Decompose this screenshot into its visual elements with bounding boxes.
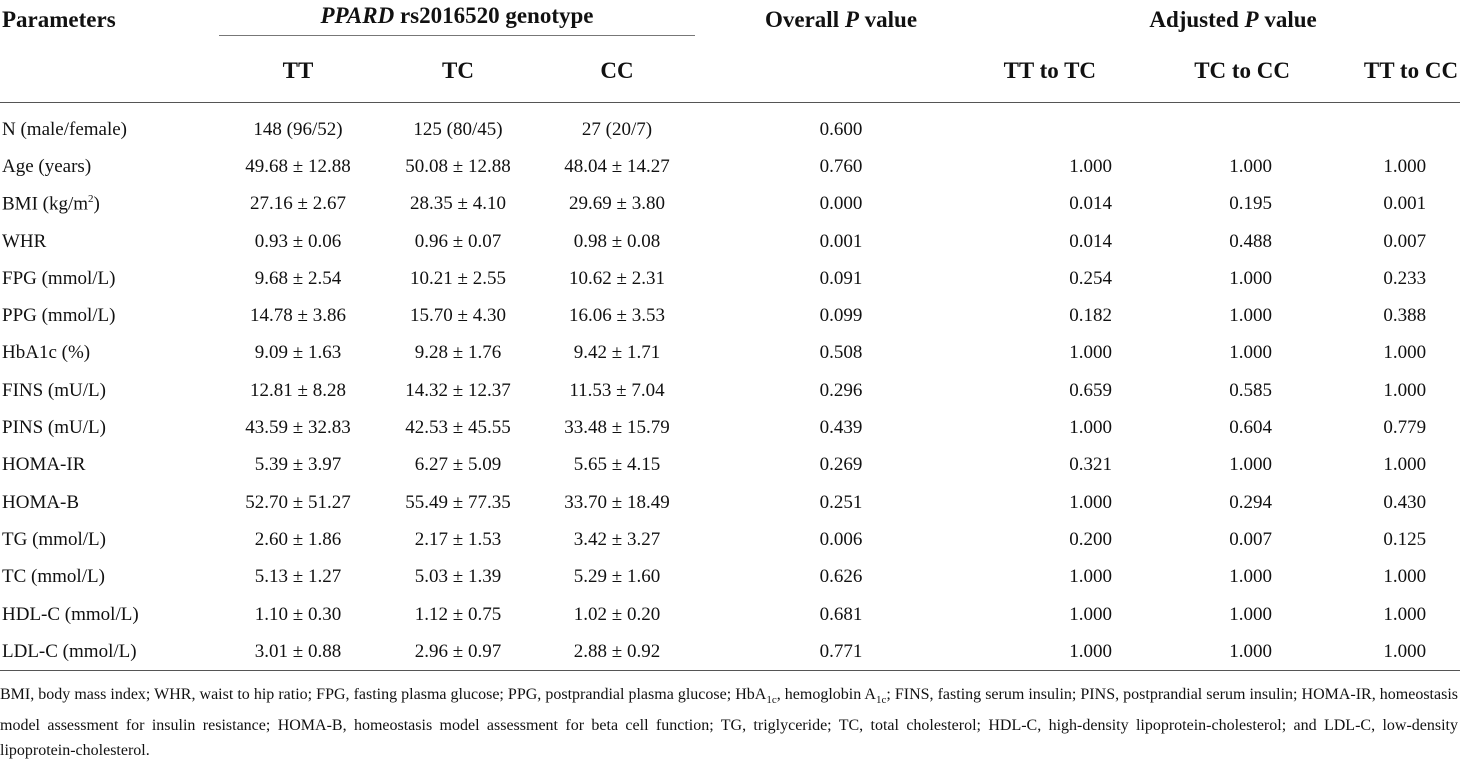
tc-to-cc-cell: 0.604 [1229,417,1273,439]
parameter-cell: PINS (mU/L) [2,417,106,439]
cc-value-cell: 48.04 ± 14.27 [564,155,670,177]
overall-p-cell: 0.296 [819,379,863,401]
tt-value-cell: 9.68 ± 2.54 [254,267,342,289]
tc-header: TC [442,58,474,83]
tt-to-tc-cell: 1.000 [1069,491,1113,513]
overall-p-cell: 0.600 [819,118,863,140]
tt-to-tc-cell: 0.200 [1069,528,1113,550]
tt-to-cc-cell: 1.000 [1383,155,1427,177]
overall-p-cell: 0.439 [819,417,863,439]
table-footnote [0,682,1458,763]
table-row [0,559,1460,596]
tt-to-cc-cell: 0.001 [1383,193,1427,215]
footnote-sub-2: 1c [875,694,887,707]
tt-to-tc-cell: 0.254 [1069,267,1113,289]
overall-p-cell: 0.269 [819,454,863,476]
cc-value-cell: 29.69 ± 3.80 [569,193,665,215]
parameter-cell: HOMA-IR [2,454,86,476]
overall-p-cell: 0.251 [819,491,863,513]
tt-to-tc-cell: 0.659 [1069,379,1113,401]
gene-name: PPARD [320,2,395,28]
tt-value-cell: 27.16 ± 2.67 [250,193,346,215]
cc-value-cell: 9.42 ± 1.71 [573,342,661,364]
tc-to-cc-cell: 0.007 [1229,528,1273,550]
tc-to-cc-cell: 1.000 [1229,342,1273,364]
footnote-sub-1: 1c [766,694,777,707]
table-row [0,484,1460,521]
tt-value-cell: 9.09 ± 1.63 [254,342,342,364]
parameter-cell: FINS (mU/L) [2,379,106,401]
table-row [0,148,1460,185]
parameter-cell: LDL-C (mmol/L) [0,633,218,671]
parameter-cell: WHR [2,230,47,252]
tt-to-tc-cell: 1.000 [946,633,1146,671]
tt-value-cell: 2.60 ± 1.86 [254,528,342,550]
tc-to-cc-cell: 0.488 [1229,230,1273,252]
tc-value-cell: 6.27 ± 5.09 [414,454,502,476]
tt-value-cell: 148 (96/52) [253,118,343,140]
parameter-cell: TG (mmol/L) [2,528,106,550]
tt-value-cell: 43.59 ± 32.83 [245,417,351,439]
tt-to-cc-cell [1306,111,1460,148]
table-row [0,596,1460,633]
table-row [0,521,1460,558]
tt-to-cc-cell: 1.000 [1306,633,1460,671]
parameter-superscript: 2 [88,193,94,206]
tt-to-cc-cell: 0.388 [1383,305,1427,327]
parameter-cell: FPG (mmol/L) [2,267,116,289]
cc-value-cell: 3.42 ± 3.27 [573,528,661,550]
tt-value-cell: 1.10 ± 0.30 [254,603,342,625]
table-row [0,447,1460,484]
parameter-cell: TC (mmol/L) [2,566,105,588]
tt-to-tc-cell: 1.000 [1069,342,1113,364]
tt-to-cc-cell: 0.430 [1383,491,1427,513]
tt-to-cc-cell: 1.000 [1383,603,1427,625]
tc-to-cc-cell: 1.000 [1229,603,1273,625]
header-row-2 [0,40,1460,103]
tt-to-tc-header: TT to TC [1003,58,1097,83]
cc-value-cell: 5.29 ± 1.60 [573,566,661,588]
tt-value-cell: 52.70 ± 51.27 [245,491,351,513]
tc-to-cc-cell [1146,111,1306,148]
adjusted-p-symbol: P [1244,7,1259,32]
parameter-cell: HbA1c (%) [2,342,91,364]
tt-value-cell: 14.78 ± 3.86 [250,305,346,327]
cc-value-cell: 0.98 ± 0.08 [573,230,661,252]
cc-header: CC [600,58,634,83]
cc-value-cell: 1.02 ± 0.20 [573,603,661,625]
tt-to-tc-cell: 0.321 [1069,454,1113,476]
cc-value-cell: 11.53 ± 7.04 [569,379,665,401]
overall-suffix: value [858,7,918,32]
overall-p-header [696,0,946,40]
cc-value-cell: 27 (20/7) [581,118,653,140]
tt-to-tc-cell: 0.182 [1069,305,1113,327]
parameters-header: Parameters [2,7,116,32]
table-row [0,186,1460,223]
tt-value-cell: 5.39 ± 3.97 [254,454,342,476]
parameter-cell [0,186,218,223]
tc-to-cc-cell: 0.294 [1229,491,1273,513]
tc-value-cell: 125 (80/45) [413,118,503,140]
table-body [0,103,1460,671]
tt-to-cc-cell: 0.233 [1383,267,1427,289]
footnote-text-2: , hemoglobin A [776,686,876,703]
cc-value-cell: 16.06 ± 3.53 [569,305,665,327]
overall-p-cell: 0.001 [819,230,863,252]
parameter-cell: N (male/female) [2,118,128,140]
adjusted-suffix: value [1258,7,1317,32]
tc-to-cc-cell: 1.000 [1146,633,1306,671]
tc-value-cell: 5.03 ± 1.39 [414,566,502,588]
tt-to-tc-cell: 1.000 [1069,155,1113,177]
table-row [0,633,1460,671]
tc-value-cell: 28.35 ± 4.10 [410,193,506,215]
overall-prefix: Overall [765,7,845,32]
genotype-header [218,0,696,40]
cc-value-cell: 2.88 ± 0.92 [538,633,696,671]
tc-to-cc-cell: 1.000 [1229,155,1273,177]
tc-value-cell: 1.12 ± 0.75 [414,603,502,625]
table-row [0,111,1460,148]
tt-to-tc-cell: 1.000 [1069,566,1113,588]
table-row [0,260,1460,297]
overall-p-cell: 0.000 [819,193,863,215]
table-row [0,335,1460,372]
empty-header-cell [696,40,946,103]
tt-to-tc-cell: 1.000 [1069,603,1113,625]
tc-to-cc-cell: 0.585 [1229,379,1273,401]
cc-value-cell: 33.48 ± 15.79 [564,417,670,439]
tc-value-cell: 55.49 ± 77.35 [405,491,511,513]
adjusted-p-header [946,0,1460,40]
tc-value-cell: 10.21 ± 2.55 [410,267,506,289]
parameter-label: BMI (kg/m [2,193,89,215]
footnote-text-1: BMI, body mass index; WHR, waist to hip ratio; FPG, fasting plasma glucose; PPG, postprandial plasma glucose; HbA [0,686,767,703]
tt-value-cell: 5.13 ± 1.27 [254,566,342,588]
tt-header: TT [282,58,314,83]
parameter-label-suffix: ) [93,193,100,215]
genotype-header-text [219,3,695,36]
table-row [0,297,1460,334]
tt-to-cc-cell: 1.000 [1383,379,1427,401]
tt-to-tc-cell [946,111,1146,148]
overall-p-cell: 0.508 [819,342,863,364]
table-row [0,372,1460,409]
parameter-cell: HOMA-B [2,491,80,513]
cc-value-cell: 10.62 ± 2.31 [569,267,665,289]
header-row-1 [0,0,1460,40]
cc-value-cell: 33.70 ± 18.49 [564,491,670,513]
overall-p-cell: 0.006 [819,528,863,550]
tt-to-tc-cell: 1.000 [1069,417,1113,439]
tt-value-cell: 49.68 ± 12.88 [245,155,351,177]
tt-to-cc-cell: 0.125 [1383,528,1427,550]
overall-p-symbol: P [844,7,859,32]
tc-to-cc-cell: 1.000 [1229,454,1273,476]
parameter-cell: PPG (mmol/L) [2,305,116,327]
footnote-text-3: ; FINS, fasting serum insulin; PINS, postprandial serum insulin; HOMA-IR, homeostasis model assessment for insulin resistance; HOMA-B, homeostasis model assessment for beta cell function; TG, triglyceride; TC, total cholesterol; HDL-C, high-density lipoprotein-cholesterol; and LDL-C, low-density lipoprotein-cholesterol. [0,686,1459,760]
tt-to-cc-cell: 0.779 [1383,417,1427,439]
tt-value-cell: 3.01 ± 0.88 [218,633,378,671]
table-row [0,409,1460,446]
header-divider [0,103,1460,112]
tc-value-cell: 50.08 ± 12.88 [405,155,511,177]
tc-value-cell: 9.28 ± 1.76 [414,342,502,364]
genotype-label: rs2016520 genotype [394,2,594,28]
tc-to-cc-header: TC to CC [1194,58,1291,83]
tt-to-cc-cell: 0.007 [1383,230,1427,252]
overall-p-cell: 0.760 [819,155,863,177]
tt-to-cc-cell: 1.000 [1383,342,1427,364]
tc-value-cell: 42.53 ± 45.55 [405,417,511,439]
overall-p-cell: 0.626 [819,566,863,588]
overall-p-cell: 0.681 [819,603,863,625]
tt-to-cc-cell: 1.000 [1383,454,1427,476]
tc-value-cell: 15.70 ± 4.30 [410,305,506,327]
overall-p-cell: 0.099 [819,305,863,327]
overall-p-cell: 0.091 [819,267,863,289]
adjusted-prefix: Adjusted [1149,7,1245,32]
tc-value-cell: 14.32 ± 12.37 [405,379,511,401]
tt-to-cc-header: TT to CC [1363,58,1459,83]
tc-to-cc-cell: 1.000 [1229,267,1273,289]
tc-to-cc-cell: 1.000 [1229,566,1273,588]
tc-value-cell: 0.96 ± 0.07 [414,230,502,252]
tc-to-cc-cell: 1.000 [1229,305,1273,327]
parameter-cell: HDL-C (mmol/L) [2,603,139,625]
tt-value-cell: 12.81 ± 8.28 [250,379,346,401]
cc-value-cell: 5.65 ± 4.15 [573,454,661,476]
parameter-cell: Age (years) [2,155,92,177]
overall-p-cell: 0.771 [696,633,946,671]
tt-to-tc-cell: 0.014 [1069,230,1113,252]
tc-value-cell: 2.17 ± 1.53 [414,528,502,550]
tc-to-cc-cell: 0.195 [1229,193,1273,215]
table-row [0,223,1460,260]
tt-to-cc-cell: 1.000 [1383,566,1427,588]
tc-value-cell: 2.96 ± 0.97 [378,633,538,671]
tt-value-cell: 0.93 ± 0.06 [254,230,342,252]
empty-header-cell [0,40,218,103]
tt-to-tc-cell: 0.014 [1069,193,1113,215]
